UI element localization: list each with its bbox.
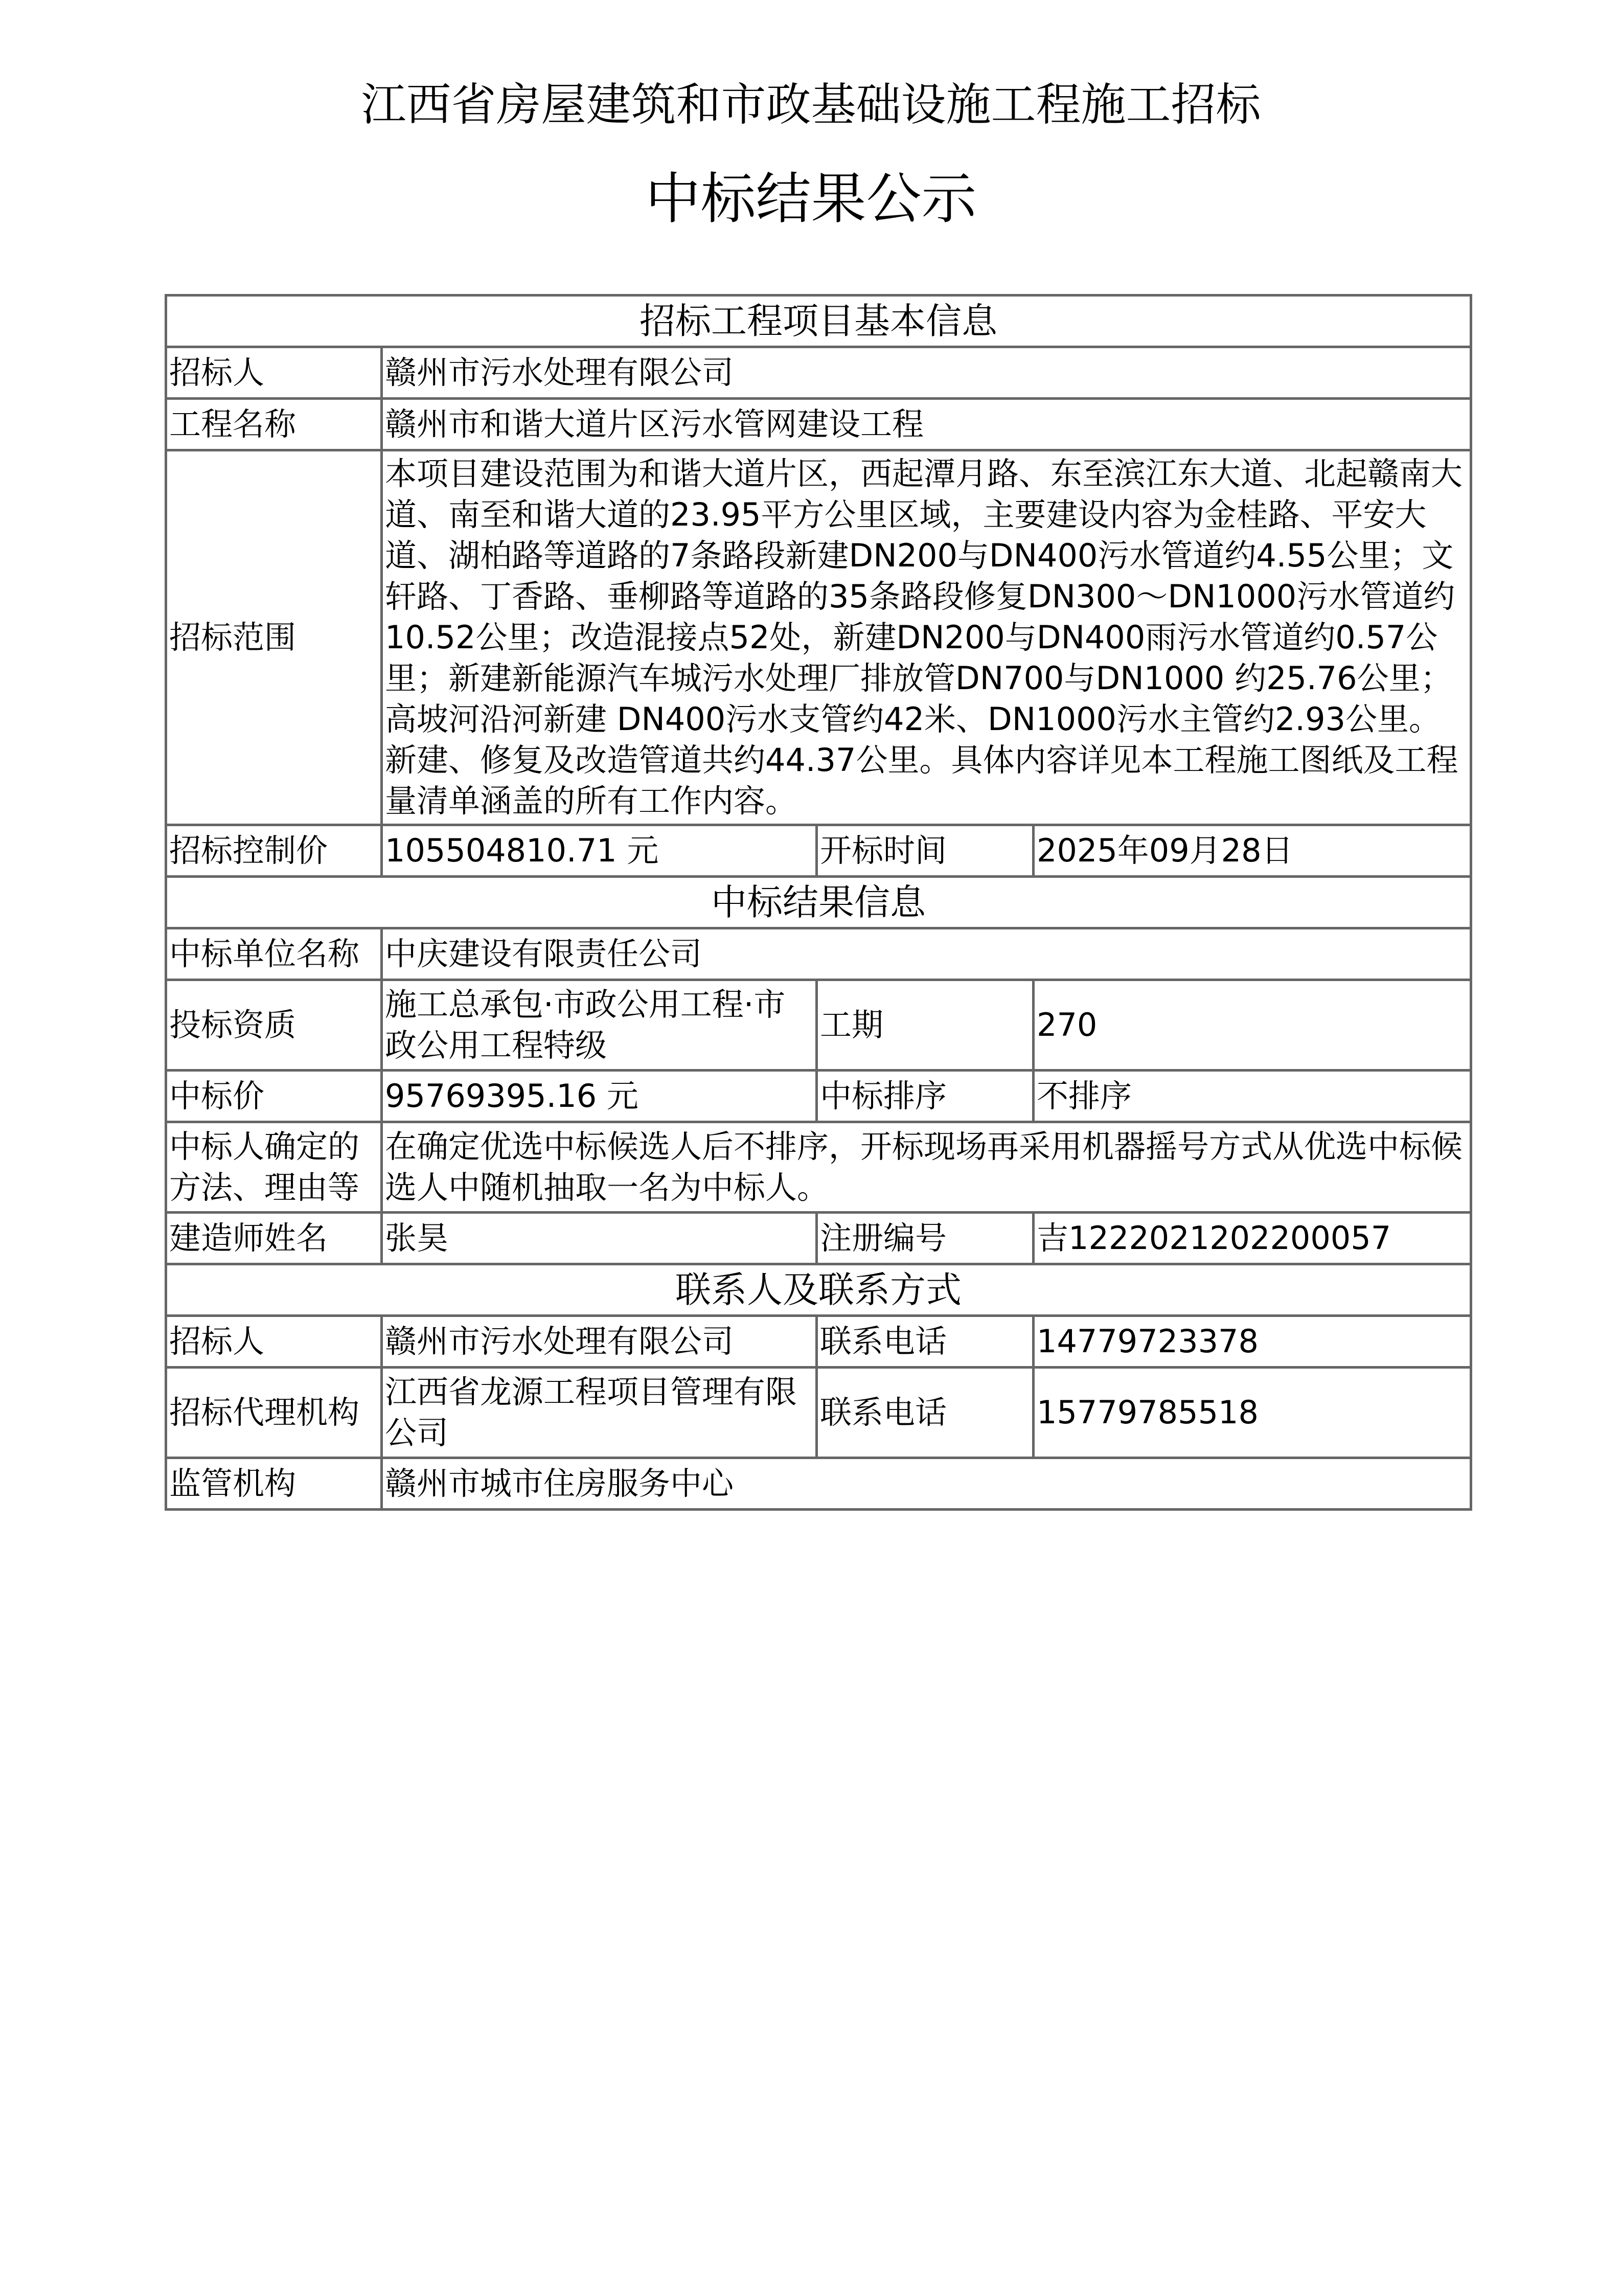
document-subtitle: 中标结果公示 bbox=[645, 167, 977, 231]
winner-label: 中标单位名称 bbox=[166, 928, 382, 980]
project-value: 赣州市和谐大道片区污水管网建设工程 bbox=[382, 399, 1471, 450]
qualification-label: 投标资质 bbox=[166, 980, 382, 1071]
open-time-value: 2025年09月28日 bbox=[1034, 825, 1471, 877]
duration-label: 工期 bbox=[817, 980, 1034, 1071]
agent-phone-value: 15779785518 bbox=[1034, 1368, 1471, 1458]
scope-value: 本项目建设范围为和谐大道片区，西起潭月路、东至滨江东大道、北起赣南大道、南至和谐大道的23.95平方公里区域，主要建设内容为金桂路、平安大道、湖柏路等道路的7条路段新建DN200与DN400污水管道约4.55公里；文轩路、丁香路、垂柳路等道路的35条路段修复DN300～DN1000污水管道约10.52公里；改造混接点52处，新建DN200与DN400雨污水管道约0.57公里；新建新能源汽车城污水处理厂排放管DN700与DN1000 约25.76公里；高坡河沿河新建 DN400污水支管约42米、DN1000污水主管约2.93公里。新建、修复及改造管道共约44.37公里。具体内容详见本工程施工图纸及工程量清单涵盖的所有工作内容。 bbox=[382, 450, 1471, 825]
method-value: 在确定优选中标候选人后不排序，开标现场再采用机器摇号方式从优选中标候选人中随机抽取一名为中标人。 bbox=[382, 1122, 1471, 1213]
price-value: 95769395.16 元 bbox=[382, 1071, 817, 1122]
tenderer-value: 赣州市污水处理有限公司 bbox=[382, 347, 1471, 399]
agent-value: 江西省龙源工程项目管理有限公司 bbox=[382, 1368, 817, 1458]
document-title: 江西省房屋建筑和市政基础设施工程施工招标 bbox=[361, 78, 1261, 131]
contact-tenderer-value: 赣州市污水处理有限公司 bbox=[382, 1316, 817, 1368]
price-label: 中标价 bbox=[166, 1071, 382, 1122]
open-time-label: 开标时间 bbox=[817, 825, 1034, 877]
builder-value: 张昊 bbox=[382, 1213, 817, 1264]
reg-label: 注册编号 bbox=[817, 1213, 1034, 1264]
rank-value: 不排序 bbox=[1034, 1071, 1471, 1122]
winner-value: 中庆建设有限责任公司 bbox=[382, 928, 1471, 980]
control-price-value: 105504810.71 元 bbox=[382, 825, 817, 877]
tenderer-phone-label: 联系电话 bbox=[817, 1316, 1034, 1368]
section-result-heading: 中标结果信息 bbox=[166, 877, 1471, 928]
qualification-value: 施工总承包·市政公用工程·市政公用工程特级 bbox=[382, 980, 817, 1071]
control-price-label: 招标控制价 bbox=[166, 825, 382, 877]
agent-phone-label: 联系电话 bbox=[817, 1368, 1034, 1458]
supervisor-value: 赣州市城市住房服务中心 bbox=[382, 1458, 1471, 1510]
duration-value: 270 bbox=[1034, 980, 1471, 1071]
builder-label: 建造师姓名 bbox=[166, 1213, 382, 1264]
contact-tenderer-label: 招标人 bbox=[166, 1316, 382, 1368]
agent-label: 招标代理机构 bbox=[166, 1368, 382, 1458]
section-contact-heading: 联系人及联系方式 bbox=[166, 1264, 1471, 1316]
scope-label: 招标范围 bbox=[166, 450, 382, 825]
reg-value: 吉1222021202200057 bbox=[1034, 1213, 1471, 1264]
project-label: 工程名称 bbox=[166, 399, 382, 450]
result-table bbox=[165, 294, 1472, 1511]
tenderer-phone-value: 14779723378 bbox=[1034, 1316, 1471, 1368]
method-label: 中标人确定的方法、理由等 bbox=[166, 1122, 382, 1213]
supervisor-label: 监管机构 bbox=[166, 1458, 382, 1510]
section-basic-heading: 招标工程项目基本信息 bbox=[166, 295, 1471, 347]
tenderer-label: 招标人 bbox=[166, 347, 382, 399]
rank-label: 中标排序 bbox=[817, 1071, 1034, 1122]
